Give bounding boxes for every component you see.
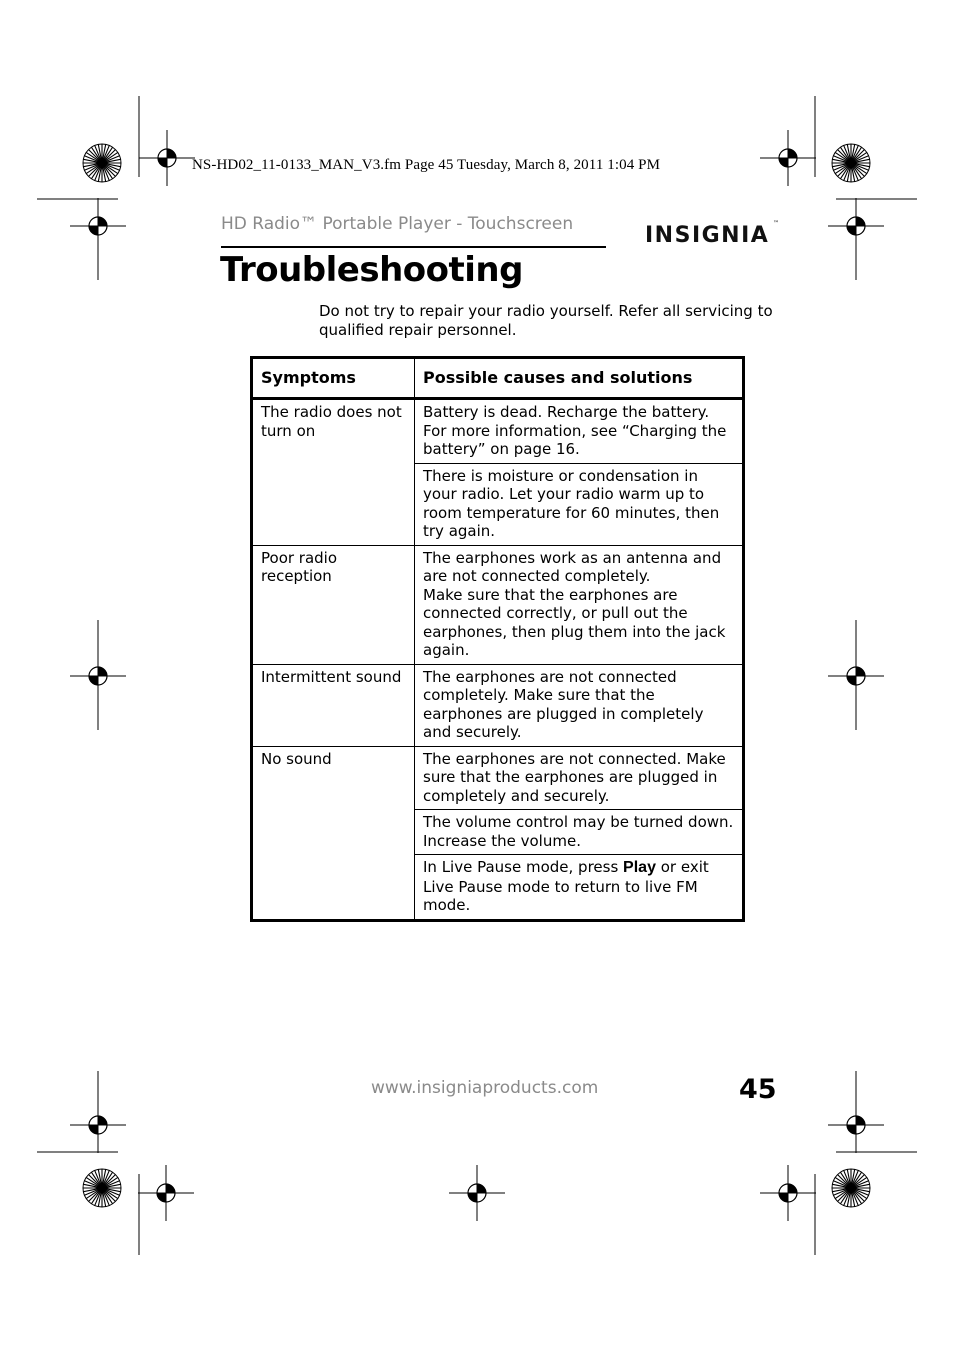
- solution-cell: The earphones are not connected. Make sure that the earphones are plugged in completely and securely.: [415, 746, 744, 810]
- solution-line: Make sure that the earphones are connected correctly, or pull out the earphones, then plug them into the jack again.: [423, 585, 726, 659]
- table-row: [252, 399, 744, 464]
- color-target-top-left: [83, 144, 121, 182]
- solution-cell: [415, 545, 744, 664]
- registration-mark-right-lower: [828, 1097, 884, 1153]
- solution-cell: [415, 855, 744, 921]
- column-header-solutions: Possible causes and solutions: [415, 358, 744, 399]
- table-row: [252, 664, 744, 746]
- logo-text: INSIGNIA: [645, 223, 770, 248]
- table-row: [252, 545, 744, 664]
- symptom-cell: The radio does not turn on: [252, 399, 415, 546]
- solution-cell: Battery is dead. Recharge the battery. For more information, see “Charging the battery” on page 16.: [415, 399, 744, 464]
- solution-text: In Live Pause mode, press: [423, 858, 624, 876]
- registration-mark-top-right: [760, 130, 816, 186]
- header-rule: [221, 246, 606, 248]
- color-target-bottom-right: [832, 1169, 870, 1207]
- table-row: [252, 746, 744, 810]
- registration-mark-bottom-left: [138, 1165, 194, 1221]
- print-slug: NS-HD02_11-0133_MAN_V3.fm Page 45 Tuesday, March 8, 2011 1:04 PM: [192, 157, 661, 173]
- troubleshooting-table: [250, 356, 745, 922]
- header-title: HD Radio™ Portable Player - Touchscreen: [221, 214, 574, 234]
- column-header-symptoms: Symptoms: [252, 358, 415, 399]
- solution-cell: The volume control may be turned down. Increase the volume.: [415, 810, 744, 855]
- insignia-logo: [645, 220, 780, 254]
- registration-mark-right-middle: [828, 648, 884, 704]
- intro-paragraph: Do not try to repair your radio yourself. Refer all servicing to qualified repair personnel.: [319, 302, 773, 339]
- footer-website: www.insigniaproducts.com: [371, 1078, 599, 1098]
- page-number: 45: [739, 1074, 777, 1105]
- solution-text: or exit Live Pause mode to return to live FM mode.: [423, 858, 709, 914]
- solution-line: The earphones work as an antenna and are not connected completely.: [423, 548, 722, 585]
- symptom-cell: No sound: [252, 746, 415, 920]
- play-button-label: Play: [623, 859, 656, 876]
- table-header-row: [252, 358, 744, 399]
- logo-trademark-icon: ™: [773, 220, 779, 227]
- registration-mark-left-middle: [70, 648, 126, 704]
- solution-cell: There is moisture or condensation in your radio. Let your radio warm up to room temperature for 60 minutes, then try again.: [415, 463, 744, 545]
- symptom-cell: Poor radio reception: [252, 545, 415, 664]
- solution-cell: The earphones are not connected completely. Make sure that the earphones are plugged in completely and securely.: [415, 664, 744, 746]
- registration-mark-right-upper: [828, 198, 884, 254]
- color-target-top-right: [832, 144, 870, 182]
- registration-mark-bottom-right: [760, 1165, 816, 1221]
- page-title: Troubleshooting: [220, 250, 523, 290]
- registration-mark-left-upper: [70, 198, 126, 254]
- registration-mark-left-lower: [70, 1097, 126, 1153]
- symptom-cell: Intermittent sound: [252, 664, 415, 746]
- registration-mark-bottom-center: [449, 1165, 505, 1221]
- registration-mark-top-left: [139, 130, 195, 186]
- color-target-bottom-left: [83, 1169, 121, 1207]
